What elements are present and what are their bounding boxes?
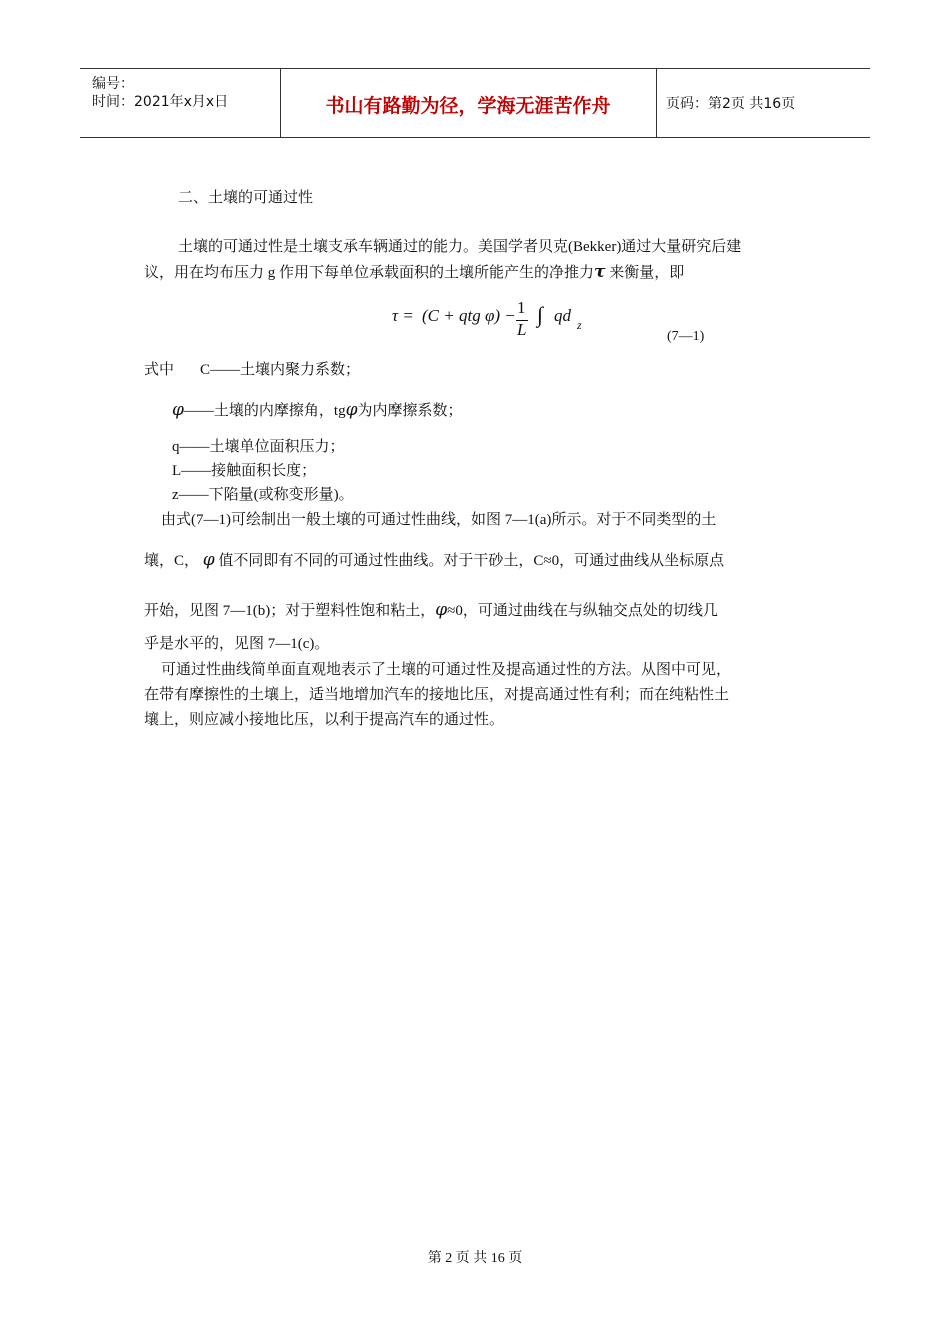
formula-7-1 [392,298,592,343]
para3-line3: 壤上，则应减小接地比压，以利于提高汽车的通过性。 [144,712,505,728]
def-phi-text: ——土壤的内摩擦角，tg [183,403,346,419]
formula-lhs: τ = [392,306,414,325]
def-phi [172,400,463,421]
para3-line1: 可通过性曲线简单面直观地表示了土壤的可通过性及提高通过性的方法。从图中可见， [161,662,732,678]
phi-symbol: φ [202,550,215,570]
page-info: 页码：第2页 共16页 [666,96,796,112]
para2-line3-text: 开始，见图 7—1(b)；对于塑料性饱和粘土， [144,603,436,619]
header-divider [656,69,657,137]
page-header [80,68,870,138]
para1-line2-tail: 来衡量，即 [609,265,685,281]
integral-sign: ∫ [537,302,544,327]
para2-line4: 乎是水平的，见图 7—1(c)。 [144,636,330,652]
def-c: C——土壤内聚力系数； [200,362,361,378]
para2-line2 [144,550,724,571]
def-q: q——土壤单位面积压力； [172,439,345,455]
phi-symbol: φ [345,400,358,420]
def-l: L——接触面积长度； [172,463,317,479]
time-label: 时间：2021年x月x日 [92,94,229,110]
para2-line3-tail: ≈0，可通过曲线在与纵轴交点处的切线几 [447,603,718,619]
phi-symbol: φ [172,400,184,420]
page-footer: 第 2 页 共 16 页 [427,1251,523,1266]
tau-symbol: τ [594,262,606,282]
formula-integrand: qd [554,306,571,325]
para1-line2 [144,262,684,283]
section-title: 二、土壤的可通过性 [178,190,314,206]
header-motto: 书山有路勤为径，学海无涯苦作舟 [325,95,611,117]
formula-denominator: L [517,320,527,339]
para2-line2-tail: 值不同即有不同的可通过性曲线。对于干砂土，C≈0，可通过曲线从坐标原点 [218,553,725,569]
para1-line2-text: 议，用在均布压力 g 作用下每单位承载面积的土壤所能产生的净推力 [144,265,595,281]
para2-line2-text: 壤，C， [144,553,200,569]
para2-line3 [144,600,718,621]
formula-subscript: z [577,318,582,332]
formula-paren: (C + qtg φ) − [422,306,516,325]
formula-numerator: 1 [517,298,526,317]
para2-line1: 由式(7—1)可绘制出一般土壤的可通过性曲线，如图 7—1(a)所示。对于不同类型的土 [161,512,717,528]
def-z: z——下陷量(或称变形量)。 [172,487,354,503]
para1-line1: 土壤的可通过性是土壤支承车辆通过的能力。美国学者贝克(Bekker)通过大量研究后建 [178,239,742,255]
para3-line2: 在带有摩擦性的土壤上，适当地增加汽车的接地比压，对提高通过性有利；而在纯粘性土 [144,687,730,703]
number-label: 编号： [92,76,134,92]
formula-number: (7—1) [667,329,705,344]
phi-symbol: φ [435,600,448,620]
def-phi-tail: 为内摩擦系数； [357,403,463,419]
def-lead: 式中 [144,362,175,378]
